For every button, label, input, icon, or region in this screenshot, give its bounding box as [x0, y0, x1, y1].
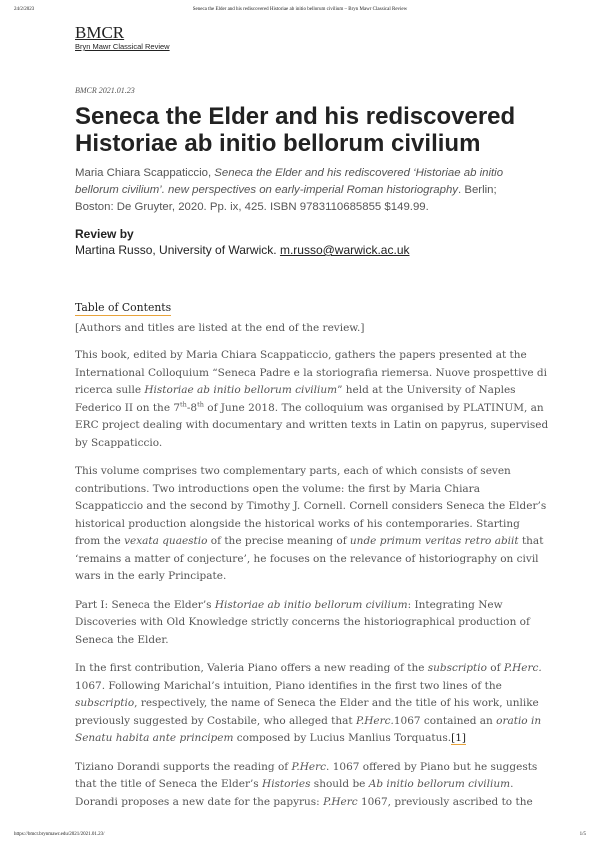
p4-italic-6: Senatu habita ante principem [75, 732, 234, 744]
p4-italic-4: P.Herc. [355, 714, 394, 727]
p1-line-5: ERC project dealing with documentary and written texts in Latin on papyrus, supervised [75, 419, 549, 431]
p1-line-4b: -8 [186, 401, 198, 414]
p2-italic-1: vexata quaestio [124, 535, 208, 547]
site-logo[interactable] [75, 24, 170, 51]
article-id: BMCR 2021.01.23 [75, 86, 135, 95]
p4-line-1b: of [486, 662, 504, 674]
p2-line-6: ‘remains a matter of conjecture’, he focuses on the relevance of historiography on civil [75, 552, 539, 565]
citation-book-title-1: Seneca the Elder and his rediscovered ‘Historiae ab initio [214, 167, 504, 179]
p1-line-3a: ricerca sulle [75, 384, 145, 396]
p3-line-1b: : Integrating New [407, 598, 503, 611]
p2-line-5a: from the [75, 535, 125, 547]
p2-line-7: wars in the early Principate. [75, 570, 227, 582]
print-url: https://bmcr.brynmawr.edu/2021/2021.01.23/ [14, 832, 105, 837]
review-by-heading: Review by [75, 227, 134, 241]
p2-line-1: This volume comprises two complementary parts, each of which consists of seven [75, 465, 511, 477]
p2-line-2: contributions. Two introductions open the volume: the first by Maria Chiara [75, 482, 480, 495]
p4-line-2: 1067. Following Marichal’s intuition, Piano identifies in the first two lines of the [75, 679, 502, 692]
article-title [75, 103, 527, 157]
p1-line-2: International Colloquium “Seneca Padre e la storiografia riemersa. Nuove prospettive di [75, 366, 548, 379]
reviewer-email-link[interactable]: m.russo@warwick.ac.uk [279, 243, 410, 257]
p4-italic-1: subscriptio [427, 662, 487, 674]
article [75, 86, 549, 811]
p2-line-4: historical production alongside the historical works of his contemporaries. Starting [75, 517, 520, 530]
p5-line-2c: . [510, 778, 514, 790]
p3-line-3: Seneca the Elder. [75, 633, 169, 646]
p4-line-5b: composed by Lucius Manlius Torquatus. [233, 732, 452, 744]
paragraph-3 [75, 597, 530, 650]
p3-line-2: Discoveries with Old Knowledge strictly concerns the historiographical production of [75, 616, 530, 628]
paragraph-4 [75, 660, 542, 748]
p1-sup-2: th [197, 400, 204, 408]
citation-publisher: Boston: De Gruyter, 2020. Pp. ix, 425. ISBN 9783110685855 $149.99. [75, 201, 429, 213]
p1-line-3-italic: Historiae ab initio bellorum civilium [144, 384, 338, 396]
p2-line-5c: that [518, 535, 544, 547]
table-of-contents-link[interactable]: Table of Contents [75, 301, 172, 314]
p4-italic-5: oratio in [496, 714, 542, 727]
p1-line-4c: of June 2018. The colloquium was organised by PLATINUM, an [203, 401, 544, 414]
p5-line-1a: Tiziano Dorandi supports the reading of [75, 760, 292, 773]
p3-italic: Historiae ab initio bellorum civilium [214, 598, 408, 611]
reviewer-line [75, 243, 527, 257]
p4-line-4b: 1067 contained an [393, 714, 497, 727]
title-line-1: Seneca the Elder and his rediscovered [75, 103, 516, 130]
p2-line-5b: of the precise meaning of [207, 535, 350, 547]
print-page-number: 1/5 [579, 832, 586, 837]
footnote-link-1[interactable]: [1] [451, 732, 466, 744]
p5-line-2a: that the title of Seneca the Elder’s [75, 778, 263, 790]
p1-line-1: This book, edited by Maria Chiara Scappaticcio, gathers the papers presented at the [75, 349, 527, 361]
paragraph-2 [75, 463, 547, 586]
citation-book-title-2: bellorum civilium’. new perspectives on early-imperial Roman historiography [75, 184, 459, 196]
p1-line-3b: ” held at the University of Naples [337, 384, 516, 396]
toc-note: [Authors and titles are listed at the end of the review.] [75, 322, 365, 334]
p5-line-2b: should be [310, 778, 369, 790]
paragraph-1 [75, 347, 549, 452]
p2-line-3: Scappaticcio and the second by Timothy J. Cornell. Cornell considers Seneca the Elder’s [75, 500, 547, 512]
logo-text[interactable]: BMCR [75, 23, 125, 42]
p4-line-3b: , respectively, the name of Seneca the Elder and the title of his work, unlike [134, 697, 539, 709]
paragraph-5 [75, 759, 538, 812]
p5-line-1b: . 1067 offered by Piano but he suggests [326, 760, 538, 773]
p5-italic-3: Ab initio bellorum civilium [368, 778, 511, 790]
p4-italic-3: subscriptio [75, 697, 135, 709]
p4-italic-2: P.Herc. [503, 662, 542, 674]
p3-line-1a: Part I: Seneca the Elder’s [75, 598, 215, 611]
p4-line-4a: previously suggested by Costabile, who alleged that [75, 714, 356, 727]
citation-place: . Berlin; [458, 184, 497, 196]
reviewer-name: Martina Russo, University of Warwick. [75, 243, 277, 257]
p1-line-6: by Scappaticcio. [75, 436, 163, 449]
logo-subtitle[interactable]: Bryn Mawr Classical Review [75, 42, 170, 51]
p1-sup-1: th [180, 400, 187, 408]
p2-italic-2: unde primum veritas retro abiit [349, 535, 519, 547]
p5-line-3b: 1067, previously ascribed to the [357, 795, 533, 808]
p5-line-3a: Dorandi proposes a new date for the papyrus: [75, 795, 324, 808]
p5-italic-1: P.Herc [291, 760, 327, 773]
p4-line-1a: In the first contribution, Valeria Piano offers a new reading of the [75, 662, 428, 674]
p5-italic-2: Histories [262, 778, 311, 790]
print-date: 24/2/2023 [14, 7, 35, 12]
p1-line-4a: Federico II on the 7 [75, 401, 181, 414]
citation-author: Maria Chiara Scappaticcio, [75, 167, 212, 179]
p5-italic-4: P.Herc [323, 795, 358, 808]
print-page-title: Seneca the Elder and his rediscovered Historiae ab initio bellorum civilium – Bryn Mawr Classical Review [192, 7, 408, 12]
book-citation [75, 165, 527, 216]
title-line-2: Historiae ab initio bellorum civilium [75, 130, 481, 157]
